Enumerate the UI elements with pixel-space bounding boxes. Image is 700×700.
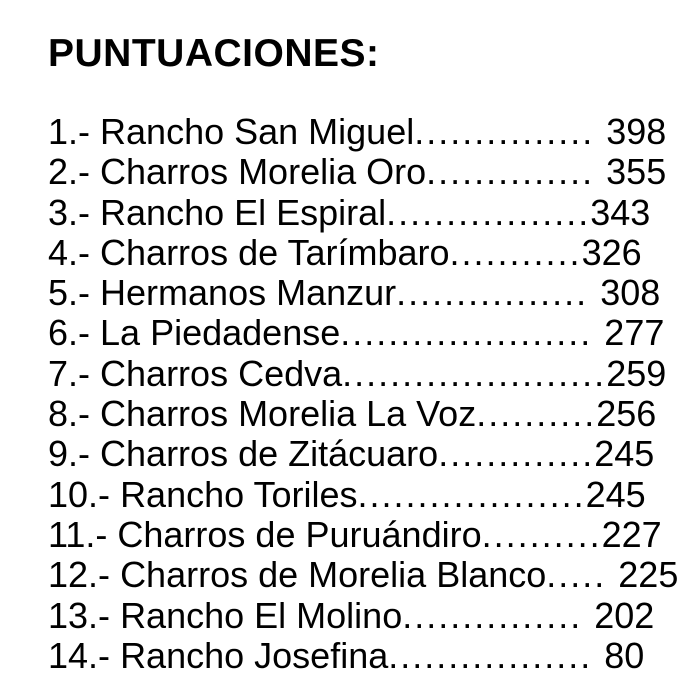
team-name: Charros de Puruándiro	[117, 514, 482, 555]
dot-leader: .....................	[340, 313, 605, 354]
dot-leader: ...................	[357, 474, 586, 515]
dot-leader: .....	[546, 555, 619, 596]
rank-label: 6.-	[48, 313, 91, 354]
team-name: Rancho El Molino	[120, 595, 403, 636]
team-name: Rancho San Miguel	[100, 112, 415, 152]
dot-leader: .................	[386, 192, 591, 233]
team-name: Charros Morelia Oro	[100, 152, 427, 193]
team-name: Charros Morelia La Voz	[100, 394, 477, 435]
list-item	[48, 515, 690, 555]
rank-label: 2.-	[48, 152, 91, 193]
score-value: 343	[590, 192, 651, 233]
dot-leader: ......................	[342, 353, 607, 394]
list-item	[48, 354, 690, 394]
rank-label: 12.-	[48, 555, 111, 596]
dot-leader: ..........	[476, 394, 597, 435]
list-item	[48, 596, 690, 636]
rank-label: 13.-	[48, 595, 111, 636]
dot-leader: .................	[388, 635, 605, 676]
list-item	[48, 636, 690, 676]
list-item	[48, 233, 690, 273]
score-value: 326	[581, 232, 642, 273]
dot-leader: ...............	[402, 595, 595, 636]
list-item	[48, 555, 690, 595]
rank-label: 3.-	[48, 192, 91, 233]
score-value: 245	[594, 434, 655, 475]
score-value: 227	[601, 514, 662, 555]
rank-label: 8.-	[48, 394, 91, 435]
team-name: Rancho El Espiral	[100, 192, 387, 233]
rank-label: 1.-	[48, 112, 91, 152]
list-item	[48, 394, 690, 434]
team-name: Rancho Josefina	[120, 635, 389, 676]
team-name: Rancho Toriles	[120, 474, 358, 515]
score-value: 398	[606, 112, 667, 152]
rank-label: 14.-	[48, 635, 111, 676]
score-value: 259	[606, 353, 667, 394]
list-item	[48, 475, 690, 515]
rank-label: 9.-	[48, 434, 91, 475]
score-value: 355	[606, 152, 667, 193]
rank-label: 5.-	[48, 273, 91, 314]
team-name: Charros de Zitácuaro	[100, 434, 439, 475]
score-value: 80	[604, 635, 645, 676]
score-value: 202	[594, 595, 655, 636]
dot-leader: ..........	[481, 514, 602, 555]
score-value: 277	[604, 313, 665, 354]
dot-leader: ...........	[449, 232, 582, 273]
team-name: La Piedadense	[100, 313, 341, 354]
rank-label: 7.-	[48, 353, 91, 394]
dot-leader: ..............	[426, 152, 607, 193]
rank-label: 11.-	[48, 514, 108, 555]
list-item	[48, 313, 690, 353]
list-item	[48, 434, 690, 474]
list-item	[48, 152, 690, 192]
team-name: Charros de Tarímbaro	[100, 232, 450, 273]
score-value: 256	[596, 394, 657, 435]
dot-leader: ...............	[414, 112, 607, 152]
page-title: PUNTUACIONES:	[48, 32, 380, 75]
rank-label: 10.-	[48, 474, 111, 515]
score-value: 245	[585, 474, 646, 515]
team-name: Charros de Morelia Blanco	[120, 555, 547, 596]
list-item	[48, 112, 690, 152]
dot-leader: .............	[438, 434, 595, 475]
score-value: 308	[600, 273, 661, 314]
dot-leader: ................	[396, 273, 601, 314]
rank-label: 4.-	[48, 232, 91, 273]
team-name: Charros Cedva	[100, 353, 343, 394]
standings-list	[48, 112, 690, 676]
score-value: 225	[618, 555, 679, 596]
list-item	[48, 273, 690, 313]
team-name: Hermanos Manzur	[100, 273, 397, 314]
list-item	[48, 193, 690, 233]
